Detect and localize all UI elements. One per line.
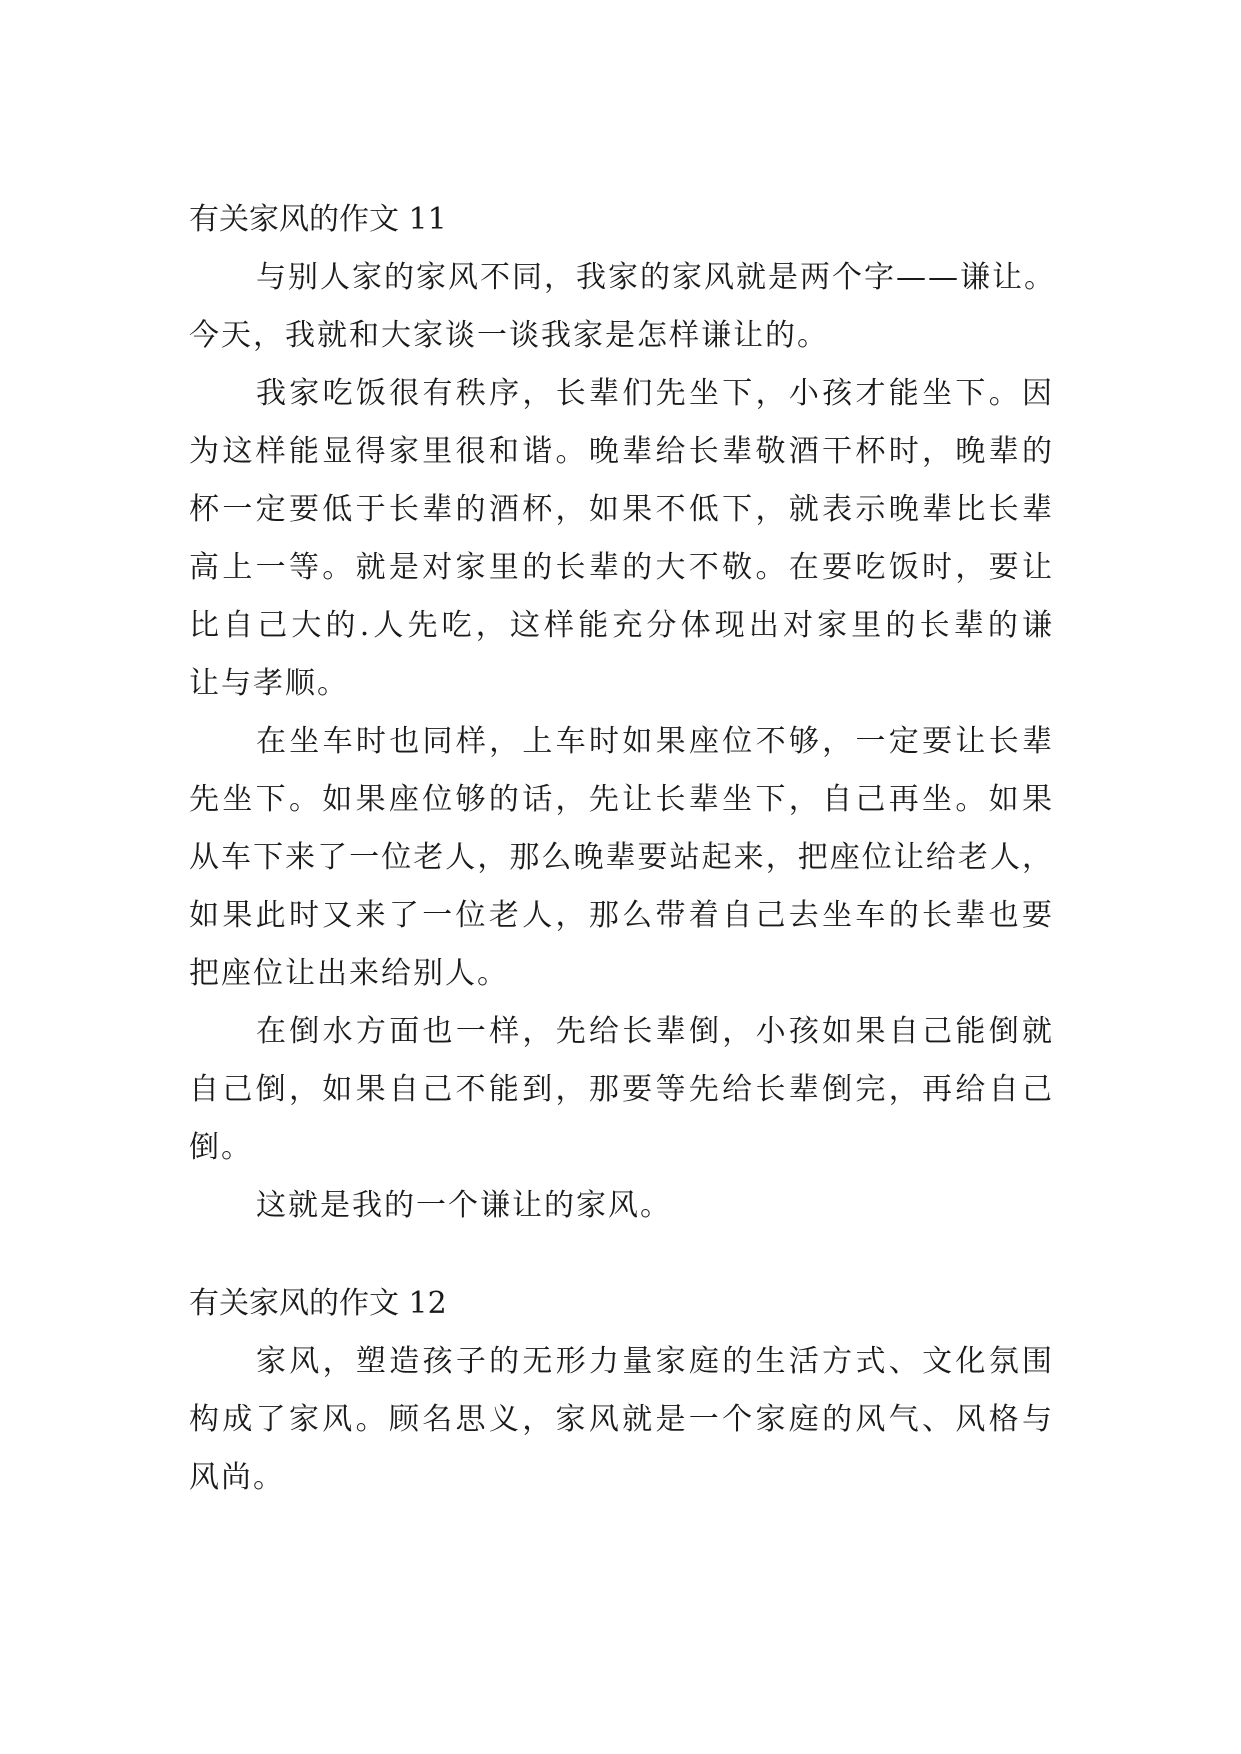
essay-11-line: 从车下来了一位老人，那么晚辈要站起来，把座位让给老人， [189,840,1054,875]
essay-11-line: 我家吃饭很有秩序，长辈们先坐下，小孩才能坐下。因 [256,376,1054,411]
essay-12-line: 风尚。 [189,1460,285,1495]
essay-11-line: 在倒水方面也一样，先给长辈倒，小孩如果自己能倒就 [256,1014,1054,1049]
essay-11-line: 倒。 [189,1130,253,1165]
essay-11-line: 高上一等。就是对家里的长辈的大不敬。在要吃饭时，要让 [189,550,1054,585]
essay-11-line: 先坐下。如果座位够的话，先让长辈坐下，自己再坐。如果 [189,782,1054,817]
essay-11-line: 如果此时又来了一位老人，那么带着自己去坐车的长辈也要 [189,898,1054,933]
essay-11-line: 这就是我的一个谦让的家风。 [256,1188,672,1223]
essay-11-line: 把座位让出来给别人。 [189,956,509,991]
essay-12-line: 家风，塑造孩子的无形力量家庭的生活方式、文化氛围 [256,1344,1054,1379]
essay-11-title: 有关家风的作文 11 [189,202,447,237]
essay-11-line: 自己倒，如果自己不能到，那要等先给长辈倒完，再给自己 [189,1072,1054,1107]
essay-11-line: 与别人家的家风不同，我家的家风就是两个字——谦让。 [256,260,1056,295]
essay-11-line: 杯一定要低于长辈的酒杯，如果不低下，就表示晚辈比长辈 [189,492,1054,527]
essay-12-line: 构成了家风。顾名思义，家风就是一个家庭的风气、风格与 [189,1402,1054,1437]
essay-11-line: 为这样能显得家里很和谐。晚辈给长辈敬酒干杯时，晚辈的 [189,434,1054,469]
essay-11-line: 让与孝顺。 [189,666,349,701]
essay-11-line: 今天，我就和大家谈一谈我家是怎样谦让的。 [189,318,829,353]
essay-11-line: 在坐车时也同样，上车时如果座位不够，一定要让长辈 [256,724,1054,759]
essay-12-title: 有关家风的作文 12 [189,1286,447,1321]
essay-11-line: 比自己大的.人先吃，这样能充分体现出对家里的长辈的谦 [189,608,1054,643]
